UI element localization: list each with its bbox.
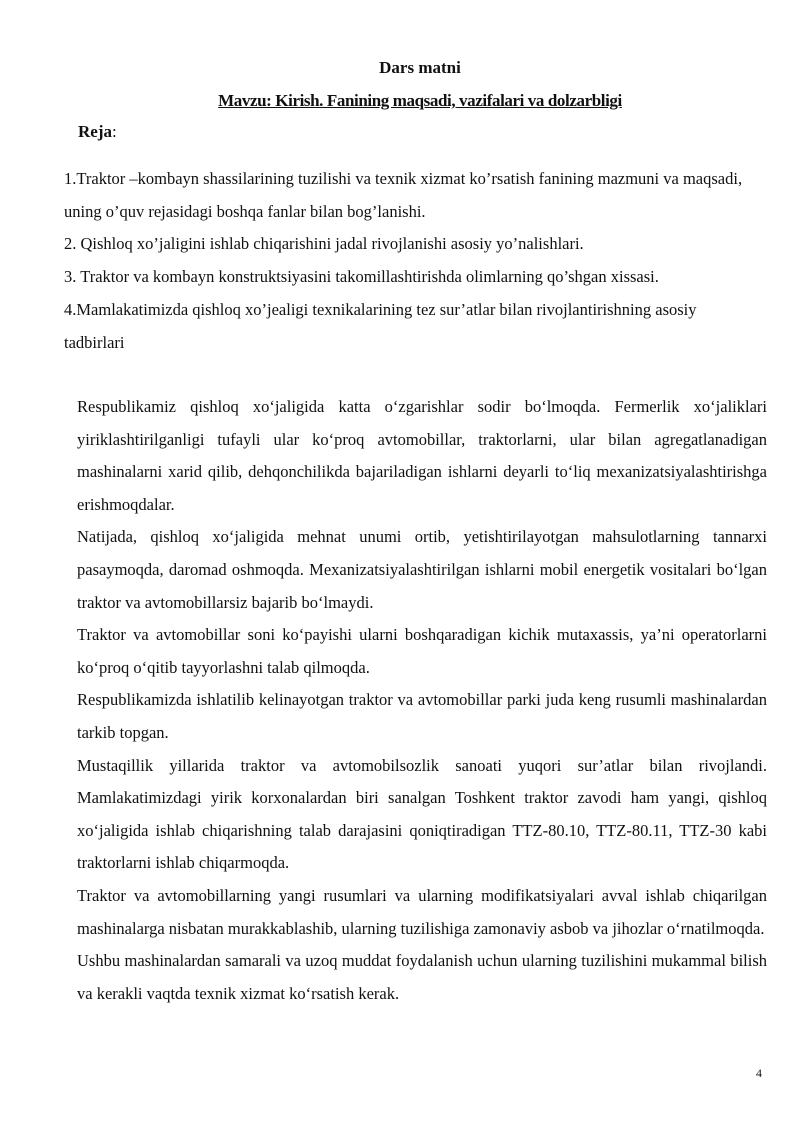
paragraph-5: Mustaqillik yillarida traktor va avtomobilsozlik sanoati yuqori sur’atlar bilan rivojlandi. Mamlakatimizdagi yirik korxonalardan biri sanalgan Toshkent traktor zavodi ham yangi, qishloq xo‘jaligida ishlab chiqarishning talab darajasini qoniqtiradigan TTZ-80.10, TTZ-80.11, TTZ-30 kabi traktorlarni ishlab chiqarmoqda. <box>77 755 767 873</box>
paragraph-4: Respublikamizda ishlatilib kelinayotgan traktor va avtomobillar parki juda keng rusumli mashinalardan tarkib topgan. <box>77 690 767 742</box>
plan-item-1: 1.Traktor –kombayn shassilarining tuzilishi va texnik xizmat ko’rsatish fanining mazmuni va maqsadi, uning o’quv rejasidagi boshqa fanlar bilan bog’lanishi. <box>64 169 743 221</box>
paragraph-3: Traktor va avtomobillar soni ko‘payishi ularni boshqaradigan kichik mutaxassis, ya’ni operatorlarni ko‘proq o‘qitib tayyorlashni talab qilmoqda. <box>77 625 767 677</box>
paragraph-7: Ushbu mashinalardan samarali va uzoq muddat foydalanish uchun ularning tuzilishini mukammal bilish va kerakli vaqtda texnik xizmat ko‘rsatish kerak. <box>77 951 767 1003</box>
plan-label: Reja <box>78 122 112 141</box>
paragraph-1: Respublikamiz qishloq xo‘jaligida katta o‘zgarishlar sodir bo‘lmoqda. Fermerlik xo‘jaliklari yiriklashtirilganligi tufayli ular ko‘proq avtomobillar, traktorlarni, ular bilan agregatlanadigan mashinalarni xarid qilib, dehqonchilikda bajariladigan ishlarni deyarli to‘liq mexanizatsiyalashtirishga erishmoqdalar. <box>77 397 767 514</box>
plan-colon: : <box>111 122 117 141</box>
plan-item-3: 3. Traktor va kombayn konstruktsiyasini takomillashtirishda olimlarning qo’shgan xissasi. <box>64 267 659 287</box>
lesson-body <box>77 391 767 1010</box>
paragraph-6: Traktor va avtomobillarning yangi rusumlari va ularning modifikatsiyalari avval ishlab chiqarilgan mashinalarga nisbatan murakkablashib, ularning tuzilishiga zamonaviy asbob va jihozlar o‘rnatilmoqda. <box>77 885 767 938</box>
paragraph-2: Natijada, qishloq xo‘jaligida mehnat unumi ortib, yetishtirilayotgan mahsulotlarning tannarxi pasaymoqda, daromad oshmoqda. Mexanizatsiyalashtirilgan ishlarni mobil energetik vositalari bo‘lgan traktor va avtomobillarsiz bajarib bo‘lmaydi. <box>77 527 767 612</box>
lesson-subject: Mavzu: Kirish. Fanining maqsadi, vazifalari va dolzarbligi <box>218 91 622 110</box>
plan-list <box>64 163 754 359</box>
plan-heading <box>78 122 117 142</box>
page-number: 4 <box>756 1066 762 1080</box>
plan-item-4: 4.Mamlakatimizda qishloq xo’jealigi texnikalarining tez sur’atlar bilan rivojlantirishning asosiy tadbirlari <box>64 299 697 352</box>
plan-item-2: 2. Qishloq xo’jaligini ishlab chiqarishini jadal rivojlanishi asosiy yo’nalishlari. <box>64 234 584 254</box>
document-title: Dars matni <box>379 58 461 77</box>
